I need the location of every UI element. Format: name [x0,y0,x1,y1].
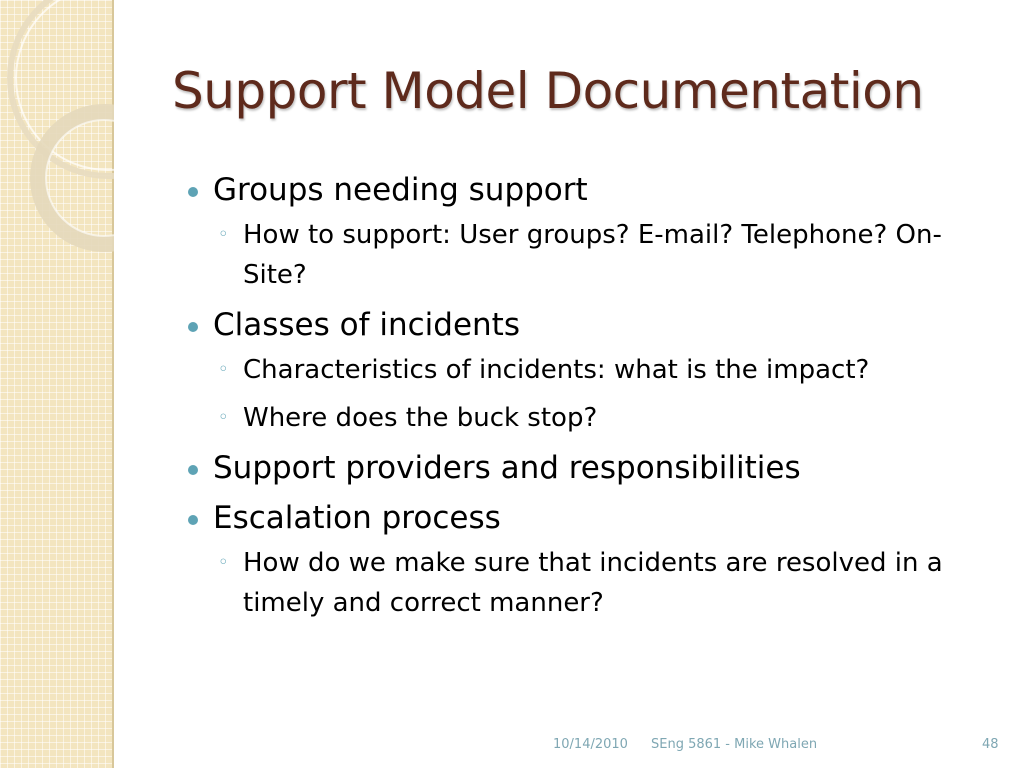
decorative-rings [0,0,114,260]
bullet-item [188,450,998,487]
bullet-list [188,172,998,631]
sub-bullet-item [218,350,998,390]
slide-title: Support Model Documentation [172,62,924,120]
sub-bullet-ring-icon: ◦ [218,224,229,246]
slide-number: 48 [982,737,999,752]
sub-bullet-item [218,215,998,295]
bullet-item [188,307,998,344]
bullet-text: Groups needing support [213,172,588,208]
sub-bullet-text: Characteristics of incidents: what is the impact? [243,355,870,386]
sub-bullet-ring-icon: ◦ [218,551,229,573]
bullet-text: Escalation process [213,499,501,536]
bullet-text: Classes of incidents [213,307,520,344]
footer-date: 10/14/2010 [553,737,628,752]
sub-bullet-item [218,543,998,623]
sub-bullet-ring-icon: ◦ [218,407,229,429]
bullet-dot-icon [188,187,198,197]
sub-bullet-text: Where does the buck stop? [243,403,598,434]
bullet-dot-icon [188,515,198,525]
sub-bullet-text: How do we make sure that incidents are resolved in a timely and correct manner? [243,547,943,618]
bullet-dot-icon [188,465,198,475]
sub-bullet-ring-icon: ◦ [218,359,229,381]
footer-course: SEng 5861 - Mike Whalen [651,737,818,752]
bullet-text: Support providers and responsibilities [213,450,801,487]
sub-bullet-text: How to support: User groups? E-mail? Telephone? On-Site? [243,220,942,291]
bullet-item [188,500,998,537]
bullet-item [188,172,998,209]
bullet-dot-icon [188,322,198,332]
sub-bullet-item [218,398,998,438]
